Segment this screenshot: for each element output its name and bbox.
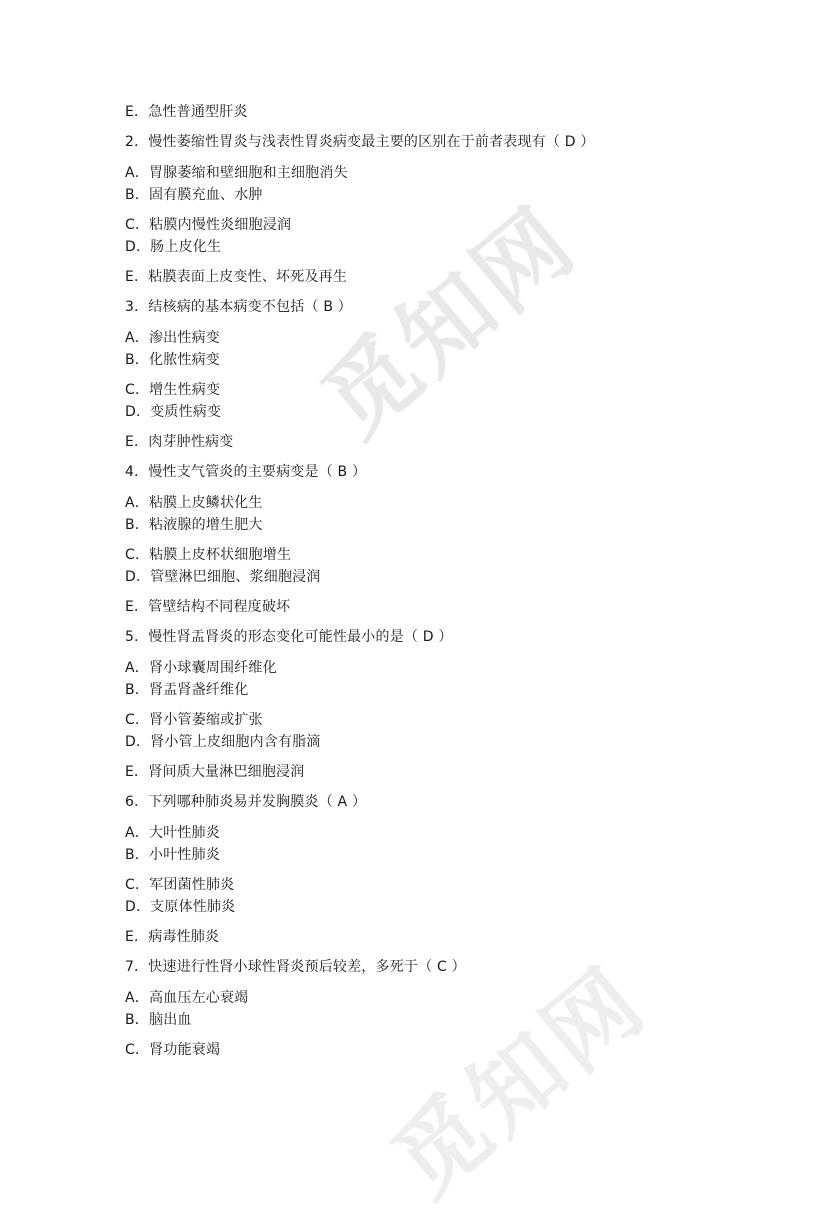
option-line: E．肾间质大量淋巴细胞浸润 <box>125 764 305 780</box>
option-line: A．肾小球囊周围纤维化 <box>125 660 277 676</box>
option-line: A．胃腺萎缩和壁细胞和主细胞消失 <box>125 165 348 181</box>
option-line: C．肾功能衰竭 <box>125 1042 221 1058</box>
option-line: B．粘液腺的增生肥大 <box>125 517 263 533</box>
option-line: C．肾小管萎缩或扩张 <box>125 712 263 728</box>
question-line: 3．结核病的基本病变不包括（ B ） <box>125 299 353 315</box>
option-line: D．变质性病变 <box>125 404 222 420</box>
option-line: C．军团菌性肺炎 <box>125 877 235 893</box>
option-line: A．大叶性肺炎 <box>125 825 220 841</box>
option-line: E．粘膜表面上皮变性、坏死及再生 <box>125 269 348 285</box>
option-line: B．脑出血 <box>125 1012 192 1028</box>
option-line: E．急性普通型肝炎 <box>125 104 248 120</box>
option-line: C．粘膜上皮杯状细胞增生 <box>125 547 292 563</box>
option-line: B．固有膜充血、水肿 <box>125 187 263 203</box>
option-line: A．渗出性病变 <box>125 330 220 346</box>
question-line: 6．下列哪种肺炎易并发胸膜炎（ A ） <box>125 794 367 810</box>
watermark-bottom: 觅知网 <box>372 946 667 1218</box>
option-line: B．肾盂肾盏纤维化 <box>125 682 249 698</box>
question-line: 4．慢性支气管炎的主要病变是（ B ） <box>125 464 367 480</box>
option-line: B．化脓性病变 <box>125 352 221 368</box>
option-line: B．小叶性肺炎 <box>125 847 221 863</box>
option-line: C．增生性病变 <box>125 382 221 398</box>
question-line: 7．快速进行性肾小球性肾炎预后较差，多死于（ C ） <box>125 959 466 975</box>
watermark: 觅知网 <box>302 186 597 458</box>
question-line: 5．慢性肾盂肾炎的形态变化可能性最小的是（ D ） <box>125 629 453 645</box>
option-line: A．高血压左心衰竭 <box>125 990 249 1006</box>
option-line: D．肾小管上皮细胞内含有脂滴 <box>125 734 321 750</box>
question-line: 2．慢性萎缩性胃炎与浅表性胃炎病变最主要的区别在于前者表现有（ D ） <box>125 134 595 150</box>
option-line: D．肠上皮化生 <box>125 239 222 255</box>
option-line: E．管壁结构不同程度破坏 <box>125 599 291 615</box>
option-line: E．肉芽肿性病变 <box>125 434 234 450</box>
option-line: D．管壁淋巴细胞、浆细胞浸润 <box>125 569 321 585</box>
option-line: E．病毒性肺炎 <box>125 929 220 945</box>
option-line: D．支原体性肺炎 <box>125 899 236 915</box>
option-line: C．粘膜内慢性炎细胞浸润 <box>125 217 292 233</box>
option-line: A．粘膜上皮鳞状化生 <box>125 495 263 511</box>
